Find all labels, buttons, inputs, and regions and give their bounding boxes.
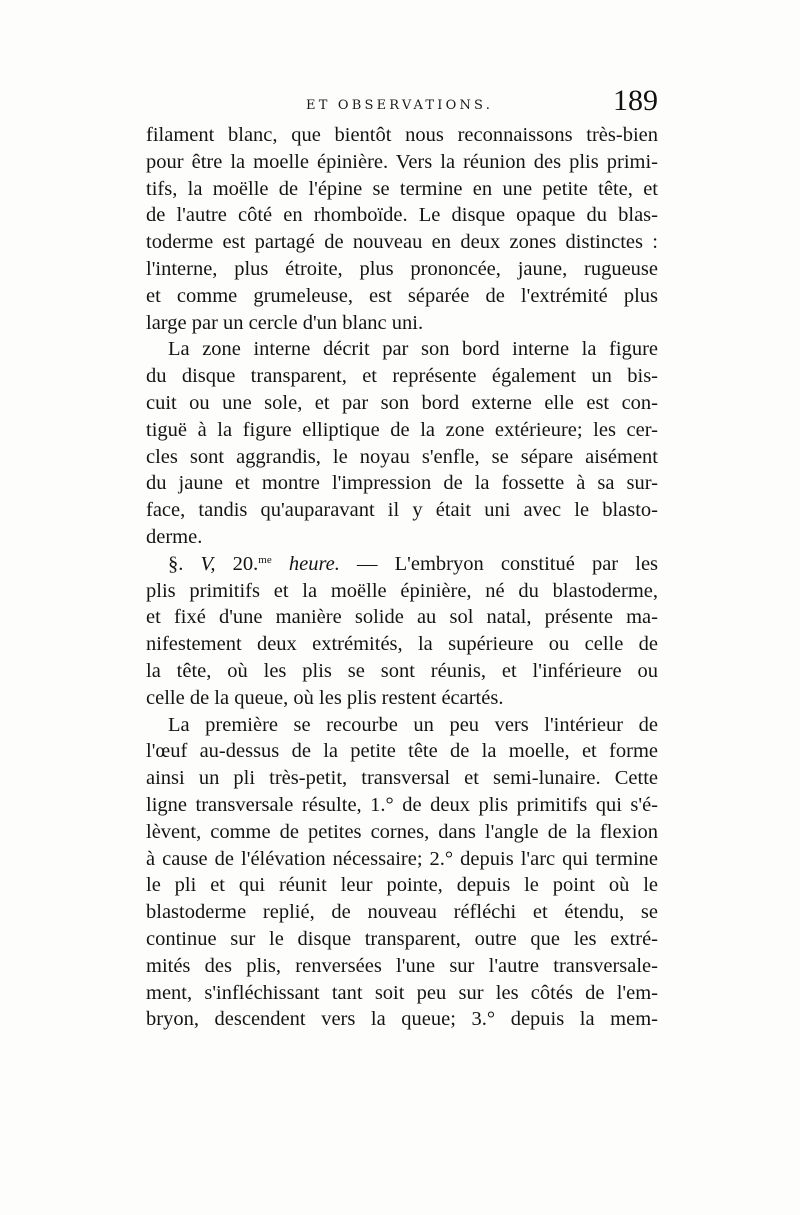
text-line: ment, s'infléchissant tant soit peu sur les côtés de l'em-: [146, 981, 658, 1004]
section-unit: heure.: [288, 552, 340, 575]
text-line: plis primitifs et la moëlle épinière, né du blastoderme,: [146, 579, 658, 602]
section-heading-line: [146, 551, 658, 578]
text-line: toderme est partagé de nouveau en deux zones distinctes :: [146, 231, 658, 254]
text-line: continue sur le disque transparent, outre que les extré-: [146, 927, 658, 950]
text-line: ainsi un pli très-petit, transversal et semi-lunaire. Cette: [146, 767, 658, 790]
section-heading-rest: — L'embryon constitué par les: [339, 552, 658, 575]
text-line: ligne transversale résulte, 1.° de deux plis primitifs qui s'é-: [146, 793, 658, 816]
text-line: face, tandis qu'auparavant il y était uni avec le blasto-: [146, 499, 658, 522]
body-text: [146, 122, 658, 1033]
text-line: du jaune et montre l'impression de la fossette à sa sur-: [146, 472, 658, 495]
section-numeral: V,: [200, 552, 216, 575]
text-line: de l'autre côté en rhomboïde. Le disque opaque du blas-: [146, 204, 658, 227]
text-line: l'œuf au-dessus de la petite tête de la moelle, et forme: [146, 740, 658, 763]
text-line: cuit ou une sole, et par son bord externe elle est con-: [146, 391, 658, 414]
text-line: le pli et qui réunit leur pointe, depuis le point où le: [146, 874, 658, 897]
section-time: 20.: [232, 552, 259, 575]
text-line: filament blanc, que bientôt nous reconnaissons très-bien: [146, 124, 658, 146]
page-number: 189: [613, 84, 658, 117]
text-line: cles sont aggrandis, le noyau s'enfle, se sépare aisément: [146, 445, 658, 468]
running-head: [146, 84, 658, 124]
section-symbol: §.: [168, 552, 184, 575]
text-line: nifestement deux extrémités, la supérieure ou celle de: [146, 633, 658, 656]
text-line: du disque transparent, et représente également un bis-: [146, 365, 658, 388]
text-line: blastoderme replié, de nouveau réfléchi et étendu, se: [146, 901, 658, 924]
text-line: et comme grumeleuse, est séparée de l'extrémité plus: [146, 284, 658, 307]
text-line: à cause de l'élévation nécessaire; 2.° depuis l'arc qui termine: [146, 847, 658, 870]
text-line: pour être la moelle épinière. Vers la réunion des plis primi-: [146, 150, 658, 173]
text-line: tifs, la moëlle de l'épine se termine en une petite tête, et: [146, 177, 658, 200]
section-time-sup: me: [258, 553, 272, 566]
text-line: l'interne, plus étroite, plus prononcée, jaune, rugueuse: [146, 257, 658, 280]
text-line: lèvent, comme de petites cornes, dans l'angle de la flexion: [146, 820, 658, 843]
text-line: La zone interne décrit par son bord interne la figure: [168, 338, 658, 361]
text-line: mités des plis, renversées l'une sur l'autre transversale-: [146, 954, 658, 977]
text-line: tiguë à la figure elliptique de la zone extérieure; les cer-: [146, 418, 658, 441]
text-line: bryon, descendent vers la queue; 3.° depuis la mem-: [146, 1008, 658, 1031]
text-line: derme.: [146, 525, 203, 548]
text-line: celle de la queue, où les plis restent écartés.: [146, 686, 504, 709]
running-title: ET OBSERVATIONS.: [306, 98, 494, 113]
text-line: La première se recourbe un peu vers l'intérieur de: [168, 713, 658, 736]
text-line: et fixé d'une manière solide au sol natal, présente ma-: [146, 606, 658, 629]
text-line: large par un cercle d'un blanc uni.: [146, 311, 424, 334]
text-line: la tête, où les plis se sont réunis, et l'inférieure ou: [146, 659, 658, 682]
